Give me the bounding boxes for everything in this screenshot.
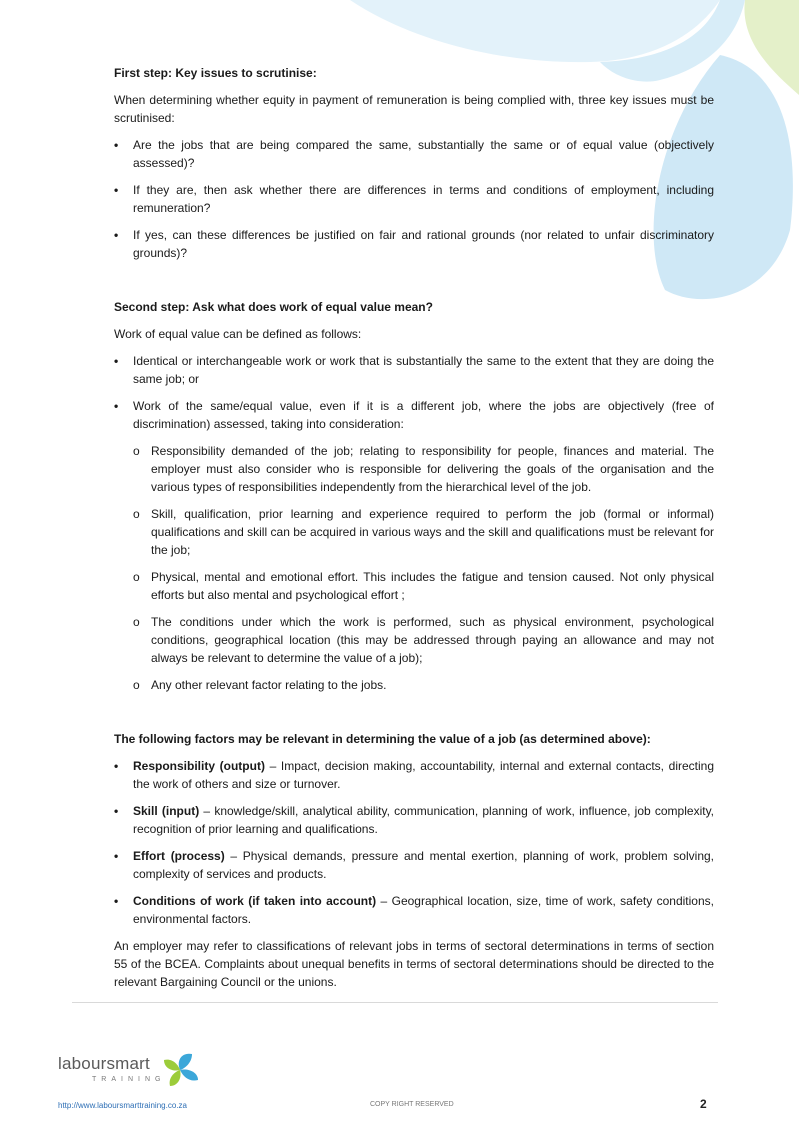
copyright-notice: COPY RIGHT RESERVED xyxy=(370,1101,454,1108)
list-item-text: If they are, then ask whether there are differences in terms and conditions of employment, including remuneration? xyxy=(133,183,714,215)
sub-bullet-icon: o xyxy=(133,615,140,629)
bullet-icon: • xyxy=(114,894,119,908)
list-item-text: If yes, can these differences be justified on fair and rational grounds (nor related to unfair discriminatory grounds)? xyxy=(133,228,714,260)
sub-list-item-text: Skill, qualification, prior learning and experience required to perform the job (formal or informal) qualifications and skill can be acquired in various ways and the skill and qualifications must be relevant for the job; xyxy=(151,507,714,557)
sub-list-item xyxy=(133,568,714,604)
list-item-text: Are the jobs that are being compared the same, substantially the same or of equal value (objectively assessed)? xyxy=(133,138,714,170)
bullet-icon: • xyxy=(114,138,119,152)
list-item xyxy=(114,352,714,388)
document-body xyxy=(114,64,714,1000)
logo-wordmark: laboursmart xyxy=(58,1054,150,1073)
step1-bullet-list xyxy=(114,136,714,262)
factor-lead: Conditions of work (if taken into account) xyxy=(133,894,377,908)
factor-text: – Physical demands, pressure and mental exertion, planning of work, problem solving, complexity of services and products. xyxy=(133,849,714,881)
bullet-icon: • xyxy=(114,399,119,413)
sub-list-item-text: Physical, mental and emotional effort. This includes the fatigue and tension caused. Not only physical efforts but also mental and psychological effort ; xyxy=(151,570,714,602)
factor-lead: Skill (input) xyxy=(133,804,200,818)
sub-list-item-text: Responsibility demanded of the job; relating to responsibility for people, finances and material. The employer must also consider who is responsible for delivering the goals of the organisation and the various types of responsibilities independently from the hierarchical level of the job. xyxy=(151,444,714,494)
sub-bullet-icon: o xyxy=(133,507,140,521)
list-item xyxy=(114,757,714,793)
logo-flower-icon xyxy=(158,1050,202,1090)
factors-bullet-list xyxy=(114,757,714,928)
sub-list-item xyxy=(133,505,714,559)
sub-bullet-icon: o xyxy=(133,570,140,584)
bullet-icon: • xyxy=(114,354,119,368)
bullet-icon: • xyxy=(114,228,119,242)
sub-bullet-icon: o xyxy=(133,678,140,692)
bullet-icon: • xyxy=(114,804,119,818)
list-item xyxy=(114,892,714,928)
step2-intro: Work of equal value can be defined as follows: xyxy=(114,327,362,341)
factor-text: – Geographical location, size, time of work, safety conditions, environmental factors. xyxy=(133,894,714,926)
list-item xyxy=(114,802,714,838)
sub-bullet-icon: o xyxy=(133,444,140,458)
footer-divider xyxy=(72,1002,718,1003)
list-item-text: Work of the same/equal value, even if it is a different job, where the jobs are objectively (free of discrimination) assessed, taking into consideration: xyxy=(133,399,714,431)
factors-heading: The following factors may be relevant in determining the value of a job (as determined above): xyxy=(114,732,651,746)
step1-heading: First step: Key issues to scrutinise: xyxy=(114,66,317,80)
logo-subtitle: TRAINING xyxy=(92,1076,166,1083)
list-item xyxy=(114,226,714,262)
page-number: 2 xyxy=(700,1097,707,1111)
sub-list-item-text: The conditions under which the work is performed, such as physical environment, psychological conditions, geographical location (this may be addressed through paying an allowance and may not always be relevant to determine the value of a job); xyxy=(151,615,714,665)
factor-lead: Responsibility (output) xyxy=(133,759,265,773)
sub-list-item-text: Any other relevant factor relating to the jobs. xyxy=(151,678,387,692)
list-item-text: Identical or interchangeable work or work that is substantially the same to the extent that they are doing the same job; or xyxy=(133,354,714,386)
bullet-icon: • xyxy=(114,183,119,197)
step1-intro: When determining whether equity in payment of remuneration is being complied with, three key issues must be scrutinised: xyxy=(114,93,714,125)
bullet-icon: • xyxy=(114,759,119,773)
sub-bullet-list xyxy=(133,442,714,694)
step2-heading: Second step: Ask what does work of equal value mean? xyxy=(114,300,433,314)
factor-lead: Effort (process) xyxy=(133,849,225,863)
list-item xyxy=(114,136,714,172)
sub-list-item xyxy=(133,676,714,694)
factor-text: – Impact, decision making, accountability, internal and external contacts, directing the work of others and size or turnover. xyxy=(133,759,715,791)
sub-list-item xyxy=(133,442,714,496)
step2-bullet-list xyxy=(114,352,714,694)
company-logo xyxy=(58,1050,208,1090)
list-item xyxy=(114,181,714,217)
website-link[interactable]: http://www.laboursmarttraining.co.za xyxy=(58,1101,187,1110)
bullet-icon: • xyxy=(114,849,119,863)
factor-text: – knowledge/skill, analytical ability, communication, planning of work, influence, job complexity, recognition of prior learning and qualifications. xyxy=(133,804,715,836)
list-item xyxy=(114,847,714,883)
closing-paragraph: An employer may refer to classifications of relevant jobs in terms of sectoral determinations in terms of section 55 of the BCEA. Complaints about unequal benefits in terms of sectoral determinations should be directed to the relevant Bargaining Council or the unions. xyxy=(114,939,714,989)
list-item xyxy=(114,397,714,694)
sub-list-item xyxy=(133,613,714,667)
